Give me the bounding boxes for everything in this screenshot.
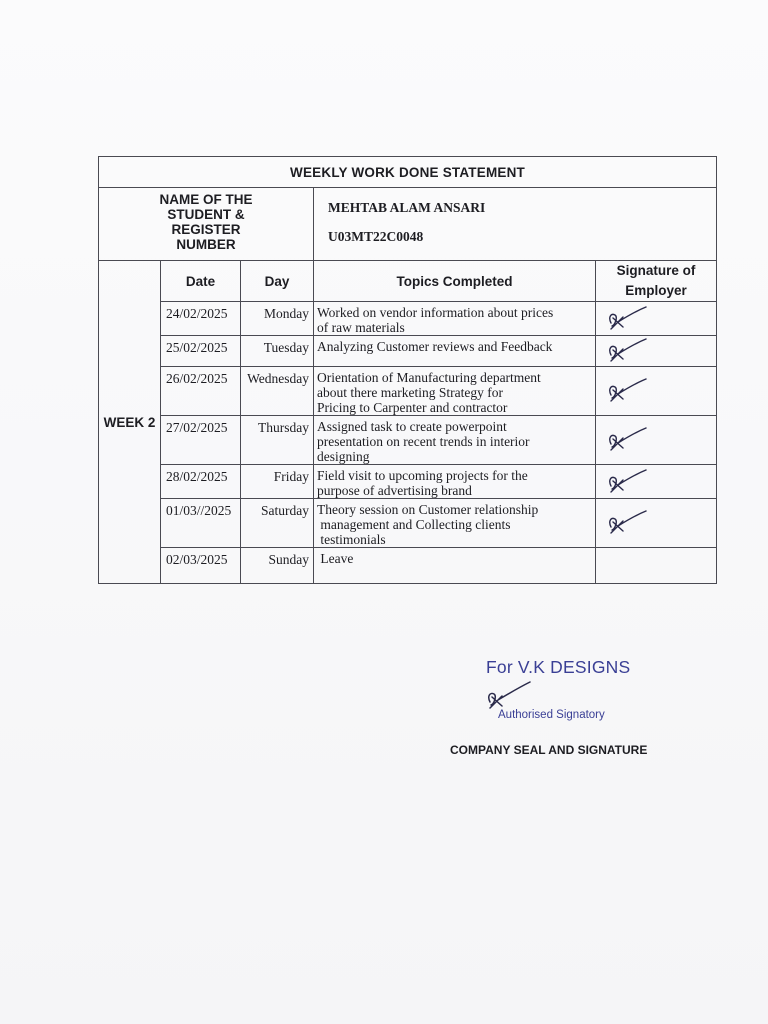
- topic-line: testimonials: [317, 532, 386, 547]
- row-date: 28/02/2025: [161, 465, 241, 499]
- signature-mark: [606, 377, 650, 405]
- table-row: [99, 336, 717, 367]
- row-topic: [314, 302, 596, 336]
- row-date: 02/03/2025: [161, 548, 241, 584]
- employer-signature: [596, 336, 717, 367]
- topic-line: Pricing to Carpenter and contractor: [317, 400, 508, 415]
- signature-header-line: Employer: [625, 283, 687, 298]
- student-label-line: NAME OF THE: [159, 192, 253, 207]
- company-name: For V.K DESIGNS: [486, 657, 631, 677]
- employer-signature: [596, 548, 717, 584]
- row-topic: [314, 548, 596, 584]
- row-day: Thursday: [241, 416, 314, 465]
- topic-line: Leave: [317, 551, 354, 566]
- employer-signature: [596, 416, 717, 465]
- topic-line: purpose of advertising brand: [317, 483, 472, 498]
- date-header: Date: [161, 261, 241, 302]
- signature-mark: [606, 509, 650, 537]
- row-day: Friday: [241, 465, 314, 499]
- employer-signature: [596, 367, 717, 416]
- signature-header-line: Signature of: [616, 263, 696, 278]
- student-name: MEHTAB ALAM ANSARI: [328, 200, 486, 215]
- student-label: [99, 188, 314, 261]
- topic-line: management and Collecting clients: [317, 517, 511, 532]
- topic-line: Worked on vendor information about prices: [317, 305, 554, 320]
- table-row: [99, 416, 717, 465]
- topic-line: Field visit to upcoming projects for the: [317, 468, 528, 483]
- topic-line: designing: [317, 449, 370, 464]
- topic-line: Orientation of Manufacturing department: [317, 370, 541, 385]
- signature-mark: [606, 337, 650, 365]
- company-seal-label: COMPANY SEAL AND SIGNATURE: [450, 743, 648, 757]
- topics-header: Topics Completed: [314, 261, 596, 302]
- student-label-line: NUMBER: [176, 237, 236, 252]
- topic-line: presentation on recent trends in interior: [317, 434, 530, 449]
- topic-line: about there marketing Strategy for: [317, 385, 503, 400]
- student-label-line: STUDENT &: [167, 207, 245, 222]
- student-row: [99, 188, 717, 261]
- row-topic: [314, 367, 596, 416]
- row-topic: [314, 499, 596, 548]
- signature-mark: [606, 426, 650, 454]
- student-label-line: REGISTER: [171, 222, 241, 237]
- week-label: WEEK 2: [99, 261, 161, 584]
- work-statement-table: [98, 156, 717, 584]
- row-day: Saturday: [241, 499, 314, 548]
- day-header: Day: [241, 261, 314, 302]
- signature-mark: [606, 468, 650, 496]
- row-day: Sunday: [241, 548, 314, 584]
- authorised-signatory-label: Authorised Signatory: [498, 709, 605, 721]
- row-topic: [314, 336, 596, 367]
- row-date: 26/02/2025: [161, 367, 241, 416]
- employer-signature: [596, 302, 717, 336]
- topic-line: Theory session on Customer relationship: [317, 502, 539, 517]
- row-day: Tuesday: [241, 336, 314, 367]
- signature-mark: [606, 305, 650, 333]
- row-day: Wednesday: [241, 367, 314, 416]
- row-day: Monday: [241, 302, 314, 336]
- topic-line: Assigned task to create powerpoint: [317, 419, 507, 434]
- signature-header: [596, 261, 717, 302]
- table-row: [99, 548, 717, 584]
- employer-signature: [596, 465, 717, 499]
- row-topic: [314, 416, 596, 465]
- row-date: 25/02/2025: [161, 336, 241, 367]
- authorised-signature-mark: [484, 680, 534, 712]
- employer-signature: [596, 499, 717, 548]
- topic-line: Analyzing Customer reviews and Feedback: [317, 339, 553, 354]
- table-row: [99, 367, 717, 416]
- row-date: 24/02/2025: [161, 302, 241, 336]
- table-row: [99, 302, 717, 336]
- statement-title: WEEKLY WORK DONE STATEMENT: [99, 157, 717, 188]
- topic-line: of raw materials: [317, 320, 405, 335]
- table-row: [99, 465, 717, 499]
- table-row: [99, 499, 717, 548]
- row-date: 01/03//2025: [161, 499, 241, 548]
- header-row: [99, 261, 717, 302]
- title-row: [99, 157, 717, 188]
- signature-drawing: [484, 680, 534, 712]
- student-details: [314, 188, 717, 261]
- register-number: U03MT22C0048: [328, 229, 424, 244]
- row-date: 27/02/2025: [161, 416, 241, 465]
- row-topic: [314, 465, 596, 499]
